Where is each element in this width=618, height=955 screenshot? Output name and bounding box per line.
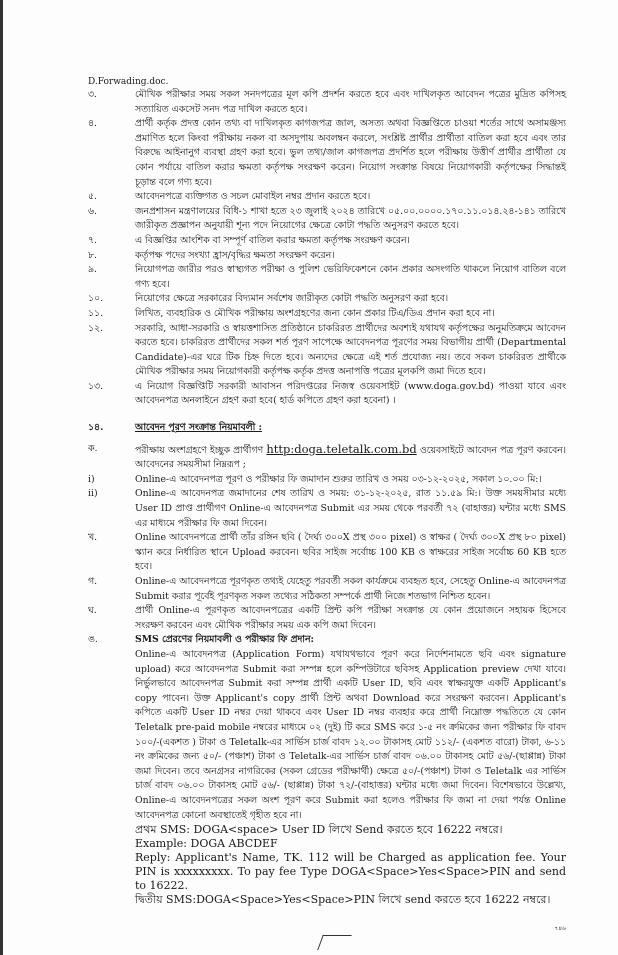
- item-text: সরকারি, আধা-সরকারি ও স্বায়ত্তশাসিত প্রতিষ্ঠানে চাকরিরত প্রার্থীদের অবশ্যই যথাযথ কর্তৃপক্ষের অনুমতিক্রমে আবেদন করতে হবে। চাকরিরত প্রার্থীদের সকল শর্ত পূরণ সাপেক্ষে আবেদনপত্র পূরণের সময় বিভাগীয় প্রার্থী (Departmental Candidate)-এর ঘরে টিক চিহ্ন দিতে হবে। অন্যদের ক্ষেত্রে এই শর্ত প্রযোজ্য নয়। তবে সকল চাকরিরত প্রার্থীকে মৌখিক পরীক্ষার সময় নিয়োগকারী কর্তৃপক্ষ কর্তৃক প্রদত্ত অনাপত্তি পত্রের মূলকপি জমা দিতে হবে।: [135, 322, 566, 378]
- document-page: [88, 0, 566, 955]
- page-footer: [88, 921, 566, 955]
- list-item: [88, 292, 566, 307]
- document-header: D.Forwading.doc.: [88, 77, 169, 87]
- sub-item-ii: [88, 487, 566, 531]
- list-item: [88, 234, 566, 249]
- list-item: [88, 263, 566, 292]
- item-text: এ নিয়োগ বিজ্ঞপ্তিটি সরকারী আবাসন পরিদপ্তরের নিজস্ব ওয়েবসাইট (www.doga.gov.bd) পাওয়া যাবে এবং আবেদনপত্র অনলাইনে গ্রহণ করা হবে( হার্ড কপিতে গ্রহণ করা হবেনা) ।: [135, 380, 566, 407]
- item-text: জনপ্রশাসন মন্ত্রণালয়ের বিধি-১ শাখা হতে ২৩ জুলাই ২০২৪ তারিখে ০৫.০০.০০০০.১৭০.১১.০১৪.২৪-১৪১ তারিখে জারীকৃত প্রজ্ঞাপন অনুযায়ী শূন্য পদে নিয়োগের ক্ষেত্রে কোটা পদ্ধতি অনুসরণ করতে হবে।: [135, 205, 566, 232]
- text: ওয়েবসাইটে আবেদন পত্র পূরণ করবেন। আবেদনের সময়সীমা নিম্নরূপ ;: [135, 444, 566, 471]
- numbered-items: [88, 88, 566, 409]
- item-number: ১৪.: [88, 422, 104, 434]
- item-number: ১০.: [88, 293, 104, 305]
- item-text: মৌখিক পরীক্ষার সময় সকল সনদপত্রের মূল কপি প্রদর্শন করতে হবে এবং দাখিলকৃত আবেদন পত্রের মুদ্রিত কপিসহ সত্যায়িত একসেট সনদ পত্র দাখিল করতে হবে।: [135, 89, 566, 115]
- item-number: ১১.: [88, 307, 104, 319]
- item-number: i): [88, 473, 95, 485]
- item-text: আবেদনপত্রে ব্যক্তিগত ও সচল মোবাইল নম্বর প্রদান করতে হবে।: [135, 191, 371, 203]
- sms-reply: Reply: Applicant's Name, TK. 112 will be Charged as application fee. Your PIN is xxxxxxxxx. To pay fee Type DOGA<Space>Yes<Space>PIN and send to 16222.: [135, 851, 566, 893]
- item-text: Online-এ আবেদনপত্র (Application Form) যথাযথভাবে পূরণ করে নির্দেশনামতে ছবি এবং signature upload) করে আবেদনপত্র Submit করা সম্পন্ন হলে কম্পিউটারে ছবিসহ Application preview দেখা যাবে। নির্ভুলভাবে আবেদনপত্র Submit করা সম্পন্ন প্রার্থী একটি User ID, ছবি এবং স্বাক্ষরযুক্ত একটি Applicant's copy পাবেন। উক্ত Applicant's copy প্রার্থী প্রিন্ট অথবা Download করে সংরক্ষণ করবেন। Applicant's কপিতে একটি User ID নম্বর দেয়া থাকবে এবং User ID নম্বর ব্যবহার করে প্রার্থী নিম্নোক্ত পদ্ধতিতে যে কোন Teletalk pre-paid mobile নম্বরের মাধ্যমে ০২ (দুই) টি করে SMS করে ১-৫ নং ক্রমিকের জন্য পরীক্ষার ফি বাবদ ১০০/-(একশত ) টাকা ও Teletalk-এর সার্ভিস চার্জ বাবদ ১২.০০ টাকাসহ মোট ১১২/- (একশত বারো) টাকা, ৬-১১ নং ক্রমিকের জন্য ৫০/- (পঞ্চাশ) টাকা ও Teletalk-এর সার্ভিস চার্জ বাবদ ০৬.০০ টাকাসহ মোট ৫৬/-(ছাপ্পান্ন) টাকা জমা দিবেন। তবে অনগ্রসর নাগরিকের (সকল গ্রেডের পরীক্ষার্থী) ক্ষেত্রে ৫০/-(পঞ্চাশ) টাকা ও Teletalk এর সার্ভিস চার্জ বাবদ ০৬.০০ টাকাসহ মোট ৫৬/- (ছাপ্পান্ন) টাকা ৭২/-(বাহাত্তর) ঘন্টার মধ্যে জমা দিবেন। বিশেষভাবে উল্লেখ্য, Online-এ আবেদনপত্রের সকল অংশ পূরণ করে Submit করা হলেও পরীক্ষার ফি জমা না দেয়া পর্যন্ত Online আবেদনপত্র কোনো অবস্থাতেই গৃহীত হবে না।: [135, 648, 566, 821]
- sub-item-kha: [88, 531, 566, 575]
- item-text: Online-এ আবেদনপত্র পূরণ ও পরীক্ষার ফি জমাদান শুরুর তারিখ ও সময় ০৩-১২-২০২৫, সকাল ১০.০০ মি:।: [135, 473, 542, 485]
- sub-item-ga: [88, 575, 566, 604]
- item-number: ১২.: [88, 322, 104, 334]
- sms-rules-title: SMS প্রেরণের নিয়মাবলী ও পরীক্ষার ফি প্রদান:: [135, 634, 314, 646]
- list-item: [88, 249, 566, 264]
- signature-mark: [317, 935, 351, 950]
- item-text: প্রার্থী Online-এ পূরণকৃত আবেদনপত্রের একটি প্রিন্ট কপি পরীক্ষা সংক্রান্ত যে কোন প্রয়োজনে সহায়ক হিসেবে সংরক্ষণ করবেন এবং মৌখিক পরীক্ষার সময় এক কপি জমা দিবেন।: [135, 605, 566, 631]
- item-text: প্রার্থী কর্তৃক প্রদত্ত কোন তথ্য বা দাখিলকৃত কাগজপত্র জাল, অসত্য অথবা বিজ্ঞপ্তিতে চাওয়া শর্তের সাথে অসামঞ্জস্য প্রমাণিত হলে কিংবা পরীক্ষায় নকল বা অসদুপায় অবলম্বন করলে, সংশ্লিষ্ট প্রার্থীর প্রার্থীতা বাতিল করা হবে এবং তার বিরুদ্ধে আইনানুগ ব্যবস্থা গ্রহণ করা হবে। ভুল তথ্য/জাল কাগজপত্র প্রদর্শিত হলে পরীক্ষায় উত্তীর্ণ প্রার্থীর প্রার্থীতা যে কোন পর্যায়ে বাতিল করার ক্ষমতা কর্তৃপক্ষ সংরক্ষণ করেন। নিয়োগ সংক্রান্ত বিষয়ে নিয়োগকারী কর্তৃপক্ষের সিদ্ধান্তই চূড়ান্ত বলে গণ্য হবে।: [135, 118, 566, 188]
- text: পরীক্ষায় অংশগ্রহণে ইচ্ছুক প্রার্থীগণ: [135, 444, 267, 456]
- item-number: ৪.: [88, 118, 97, 130]
- item-text: নিয়োগের ক্ষেত্রে সরকারের বিদ্যমান সর্বশেষ জারীকৃত কোটা পদ্ধতি অনুসরণ করা হবে।: [135, 293, 449, 305]
- item-text: [135, 442, 566, 473]
- scan-edge: [0, 0, 3, 955]
- sub-item-gha: [88, 604, 566, 633]
- sub-item-i: [88, 473, 566, 488]
- item-number: ৬.: [88, 205, 97, 217]
- section-14-heading: [88, 421, 566, 436]
- item-text: এ বিজ্ঞপ্তির আংশিক বা সম্পূর্ণ বাতিল করার ক্ষমতা কর্তৃপক্ষ সংরক্ষণ করেন।: [135, 234, 410, 246]
- item-text: Online-এ আবেদনপত্র জমাদানের শেষ তারিখ ও সময়: ৩১-১২-২০২৫, রাত ১১.৫৯ মি:। উক্ত সময়সীমার মধ্যে User ID প্রাপ্ত প্রার্থীগণ Online-এ আবেদনপত্র Submit এর সময় থেকে পরবর্তী ৭২ (বাহাত্তর) ঘন্টার মধ্যে SMS এর মাধ্যমে পরীক্ষার ফি জমা দিবেন।: [135, 488, 566, 529]
- item-text: Online-এ আবেদনপত্রে পূরণকৃত তথ্যই যেহেতু পরবর্তী সকল কার্যক্রমে ব্যবহৃত হবে, সেহেতু Online-এ আবেদনপত্র Submit করার পূর্বেই পূরণকৃত সকল তথ্যের সঠিকতা সম্পর্কে প্রার্থী নিজে শতভাগ নিশ্চিত হবেন।: [135, 576, 566, 602]
- list-item: [88, 117, 566, 190]
- list-item: [88, 380, 566, 409]
- list-item: [88, 307, 566, 322]
- sub-item-ka: [88, 442, 566, 473]
- list-item: [88, 190, 566, 205]
- list-item: [88, 205, 566, 234]
- item-number: ক.: [88, 442, 98, 454]
- item-number: গ.: [88, 576, 98, 587]
- sms-first: প্রথম SMS: DOGA<space> User ID লিখে Send করতে হবে 16222 নম্বরে।: [135, 823, 503, 837]
- item-number: ঙ.: [88, 634, 98, 646]
- item-text: কর্তৃপক্ষ পদের সংখ্যা হ্রাস/বৃদ্ধির ক্ষমতা সংরক্ষণ করেন।: [135, 249, 335, 261]
- page-number: ৭৪৬: [554, 925, 566, 933]
- item-number: ৮.: [88, 249, 97, 261]
- item-number: ৫.: [88, 191, 97, 203]
- item-number: ১৩.: [88, 380, 104, 392]
- sms-rules-body: [88, 648, 566, 823]
- item-number: ৩.: [88, 89, 97, 100]
- sub-item-uma: [88, 633, 566, 648]
- item-text: লিখিত, ব্যবহারিক ও মৌখিক পরীক্ষায় অংশগ্রহণের জন্য কোন প্রকার টিএ/ডিএ প্রদান করা হবে না।: [135, 307, 495, 319]
- item-number: খ.: [88, 532, 98, 544]
- section-title: আবেদন পূরণ সংক্রান্ত নিয়মাবলী :: [135, 422, 262, 434]
- item-text: Online আবেদনপত্রে প্রার্থী তাঁর রঙ্গিন ছবি ( দৈর্ঘ্য ৩০০X প্রস্থ ৩০০ pixel) ও স্বাক্ষর ( দৈর্ঘ্য ৩০০X প্রস্থ ৮০ pixel) স্ক্যান করে নির্ধারিত স্থানে Upload করবেন। ছবির সাইজ সর্বোচ্চ 100 KB ও স্বাক্ষরের সাইজ সর্বোচ্চ 60 KB হতে হবে।: [135, 532, 566, 573]
- item-text: নিয়োগপত্র জারীর পরও স্বাস্থ্যগত পরীক্ষা ও পুলিশ ভেরিফিকেশনে কোন প্রকার অসংগতি থাকলে নিয়োগ বাতিল বলে গণ্য হবে।: [135, 264, 566, 290]
- teletalk-link[interactable]: http:doga.teletalk.com.bd: [266, 441, 417, 456]
- item-number: ii): [88, 488, 98, 500]
- sms-second: দ্বিতীয় SMS:DOGA<Space>Yes<Space>PIN লিখে send করতে হবে 16222 নম্বরে।: [135, 893, 551, 907]
- item-number: ৯.: [88, 264, 97, 276]
- list-item: [88, 88, 566, 117]
- list-item: [88, 322, 566, 380]
- item-number: ৭.: [88, 234, 97, 246]
- item-number: ঘ.: [88, 605, 97, 617]
- sms-example: Example: DOGA ABCDEF: [135, 837, 278, 851]
